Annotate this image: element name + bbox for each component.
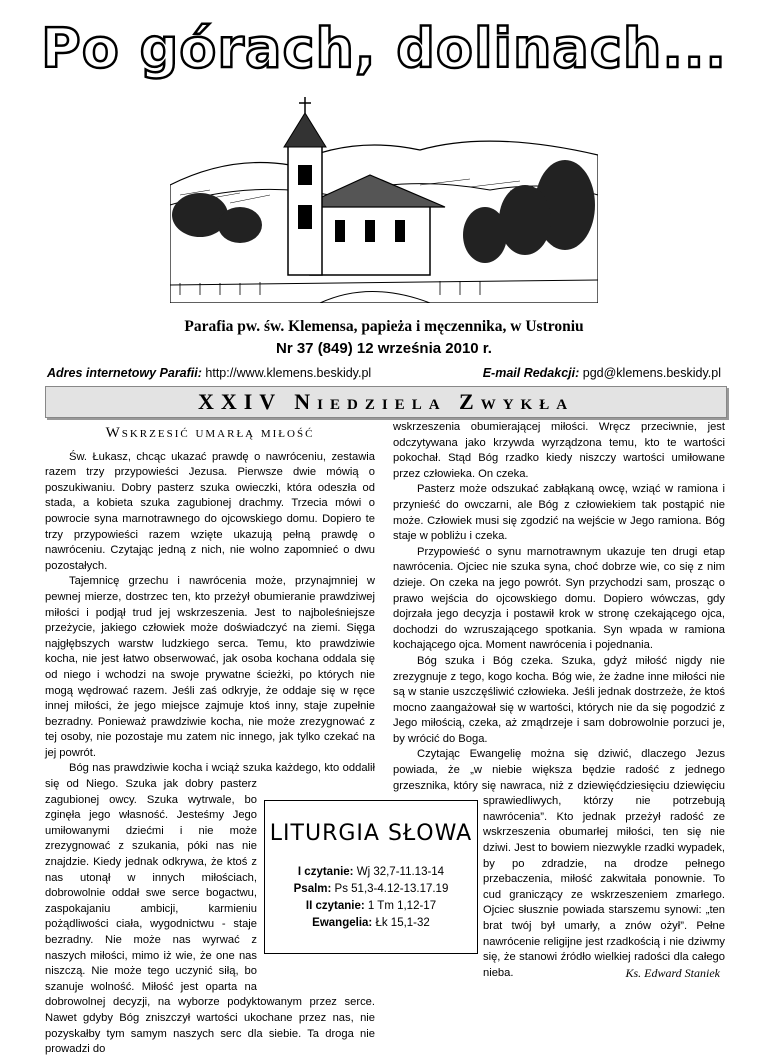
issue-number: Nr 37 (849) 12 września 2010 r. (276, 340, 492, 357)
reading-ref: Ps 51,3-4.12-13.17.19 (334, 883, 449, 895)
masthead-title: Po górach, dolinach... (41, 17, 727, 80)
reading-line (265, 881, 477, 898)
reading-label: II czytanie: (305, 900, 365, 912)
reading-label: Psalm: (293, 883, 332, 895)
sunday-banner-title: XXIV Niedziela Zwykła (197, 389, 575, 414)
email-address-value: pgd@klemens.beskidy.pl (582, 366, 721, 380)
article-paragraph: Czytając Ewangelię można się dziwić, dlaczego Jezus powiada, że „w niebie większa będzie radość z jednego grzesznika, który się nawraca, niż z dziewięćdziesięciu dziewięciu sprawiedliwych, którzy nie potrzebują nawrócenia”. Kto jednak przeżył radość ze wskrzeszenia obumarłej miłości, ten się nie dziwi. Jest to bowiem niezwykle rzadki wypadek, by po zdradzie, na drodze pełnego przebaczenia, miłość zakwitała ponownie. To cud graniczący ze wskrzeszeniem zmarłego. Ojciec słusznie powiada starszemu synowi: „ten brat twój był umarły, a znów ożył”. Pełne nawrócenie religijne jest rzadkością i nie dziwmy się, że stanowi źródło wielkiej radości dla całego nieba. (393, 748, 725, 979)
article-paragraph: Bóg nas prawdziwie kocha i wciąż szuka każdego, kto oddalił się od Niego. Szuka jak dobry pasterz zagubionej owcy. Szuka wytrwale, bo zginęła jego własność. Jesteśmy Jego umiłowanymi dziećmi i nie może zrezygnować z szukania, póki nas nie znajdzie. Kiedy jednak odkrywa, że ktoś z nas utonął w innych miłościach, dobrowolnie oddał swe serce bogactwu, zaspokajaniu ambicji, karmieniu pożądliwości ciała, wygodnictwu - staje bezradny. Nie może nas wyrwać z naszych miłości, mimo iż wie, że one nas niszczą. Nie może tego uczynić siłą, bo szanuje wolność. Miłość jest oparta na dobrowolnej decyzji, na wyborze podyktowanym przez serce. Nawet gdyby Bóg zniszczył wartości ukochane przez nas, nie pozyskałby tym samym naszych serc dla siebie. Ta droga nie prowadzi do (45, 762, 375, 1056)
reading-label: I czytanie: (297, 866, 354, 878)
web-address-label: Adres internetowy Parafii: (47, 366, 202, 380)
liturgia-box (264, 800, 478, 954)
sunday-banner (45, 386, 727, 418)
email-address (483, 366, 721, 380)
reading-ref: Wj 32,7-11.13-14 (356, 866, 445, 878)
reading-line (265, 915, 477, 932)
article-paragraph: Św. Łukasz, chcąc ukazać prawdę o nawróceniu, zestawia razem trzy przypowieści Jezusa. Pierwsze dwie mówią o poszukiwaniu. Dobry pasterz szuka owieczki, która odeszła od stada, a kobieta szuka zagubionej drachmy. Trzecia mówi o powrocie syna marnotrawnego do ojcowskiego domu. Dopiero te trzy przypowieści razem wzięte ukazują pełną prawdę o nawróceniu. Czytając jedną z nich, nie wolno zapomnieć o dwu pozostałych. (45, 450, 375, 572)
reading-ref: 1 Tm 1,12-17 (367, 900, 437, 912)
parish-name: Parafia pw. św. Klemensa, papieża i męczennika, w Ustroniu (184, 318, 584, 335)
author-signature: Ks. Edward Staniek (625, 966, 720, 980)
article-paragraph: Pasterz może odszukać zabłąkaną owcę, wziąć w ramiona i przynieść do owczarni, ale Bóg z człowiekiem tak postąpić nie może. Człowiek musi się zgodzić na wejście w Jego ramiona. Bóg staje w pobliżu i czeka. (393, 483, 725, 543)
article-paragraph: Bóg szuka i Bóg czeka. Szuka, gdyż miłość nigdy nie zrezygnuje z tego, kogo kocha. Bóg wie, że żadne inne miłości nie są w stanie uszczęśliwić człowieka. Jeśli jednak dostrzeże, że ktoś mocno zaangażował się w wartości, których nie da się pogodzić z Jego miłością, czeka, aż zmądrzeje i sam dobrowolnie porzuci je, by wrócić do Boga. (393, 654, 725, 745)
article-title: Wskrzesić umarłą miłość (105, 425, 315, 441)
reading-line (265, 898, 477, 915)
article-paragraph: Tajemnicę grzechu i nawrócenia może, przynajmniej w pewnej mierze, dostrzec ten, kto przeżył obumieranie prawdziwej miłości i podjął trud jej wskrzeszenia. Jest to najboleśniejsze przeżycie, jakiego człowiek może doświadczyć na ziemi. Sięga najgłębszych warstw ludzkiego serca. Temu, kto prawdziwie kocha, nie jest łatwo obserwować, jak osoba kochana oddala się od niego i wchodzi na swoje prywatne ścieżki, po których nie mogą wędrować razem. Jeśli zaś odkryje, że oddaje się w ręce innej miłości, że jego miejsce zajmuje ktoś inny, staje zupełnie bezradny. Ponieważ prawdziwie kocha, nie może zrezygnować z tej osoby, nie pozostaje mu zatem nic innego, jak tylko czekać na jej powrót. (45, 575, 375, 759)
web-address-value: http://www.klemens.beskidy.pl (205, 366, 372, 380)
article-paragraph: wskrzeszenia obumierającej miłości. Wręcz przeciwnie, jest odczytywana jako krzywda wyrządzona temu, kto te wartości pokochał. Stąd Bóg rzadko kiedy niszczy wartości umiłowane przez człowieka. On czeka. (393, 421, 725, 480)
email-address-label: E-mail Redakcji: (482, 366, 580, 380)
reading-ref: Łk 15,1-32 (375, 917, 430, 929)
article-paragraph: Przypowieść o synu marnotrawnym ukazuje ten drugi etap nawrócenia. Ojciec nie szuka syna, choć dobrze wie, co się z nim dzieje. On czeka na jego powrót. Syn przychodzi sam, prosząc o prawo wejścia do ojcowskiego domu. Dopiero wówczas, gdy dojrzała jego decyzja i postawił krok w stronę czekającego ojca, dochodzi do wzruszającego spotkania. Syn wpada w ramiona kochającego ojca. Moment nawrócenia i pojednania. (393, 545, 725, 652)
reading-line (265, 864, 477, 881)
liturgia-title: LITURGIA SŁOWA (269, 821, 473, 846)
church-illustration (170, 95, 598, 303)
web-address (47, 366, 371, 380)
article-left-column (45, 420, 375, 1058)
reading-label: Ewangelia: (312, 917, 373, 929)
